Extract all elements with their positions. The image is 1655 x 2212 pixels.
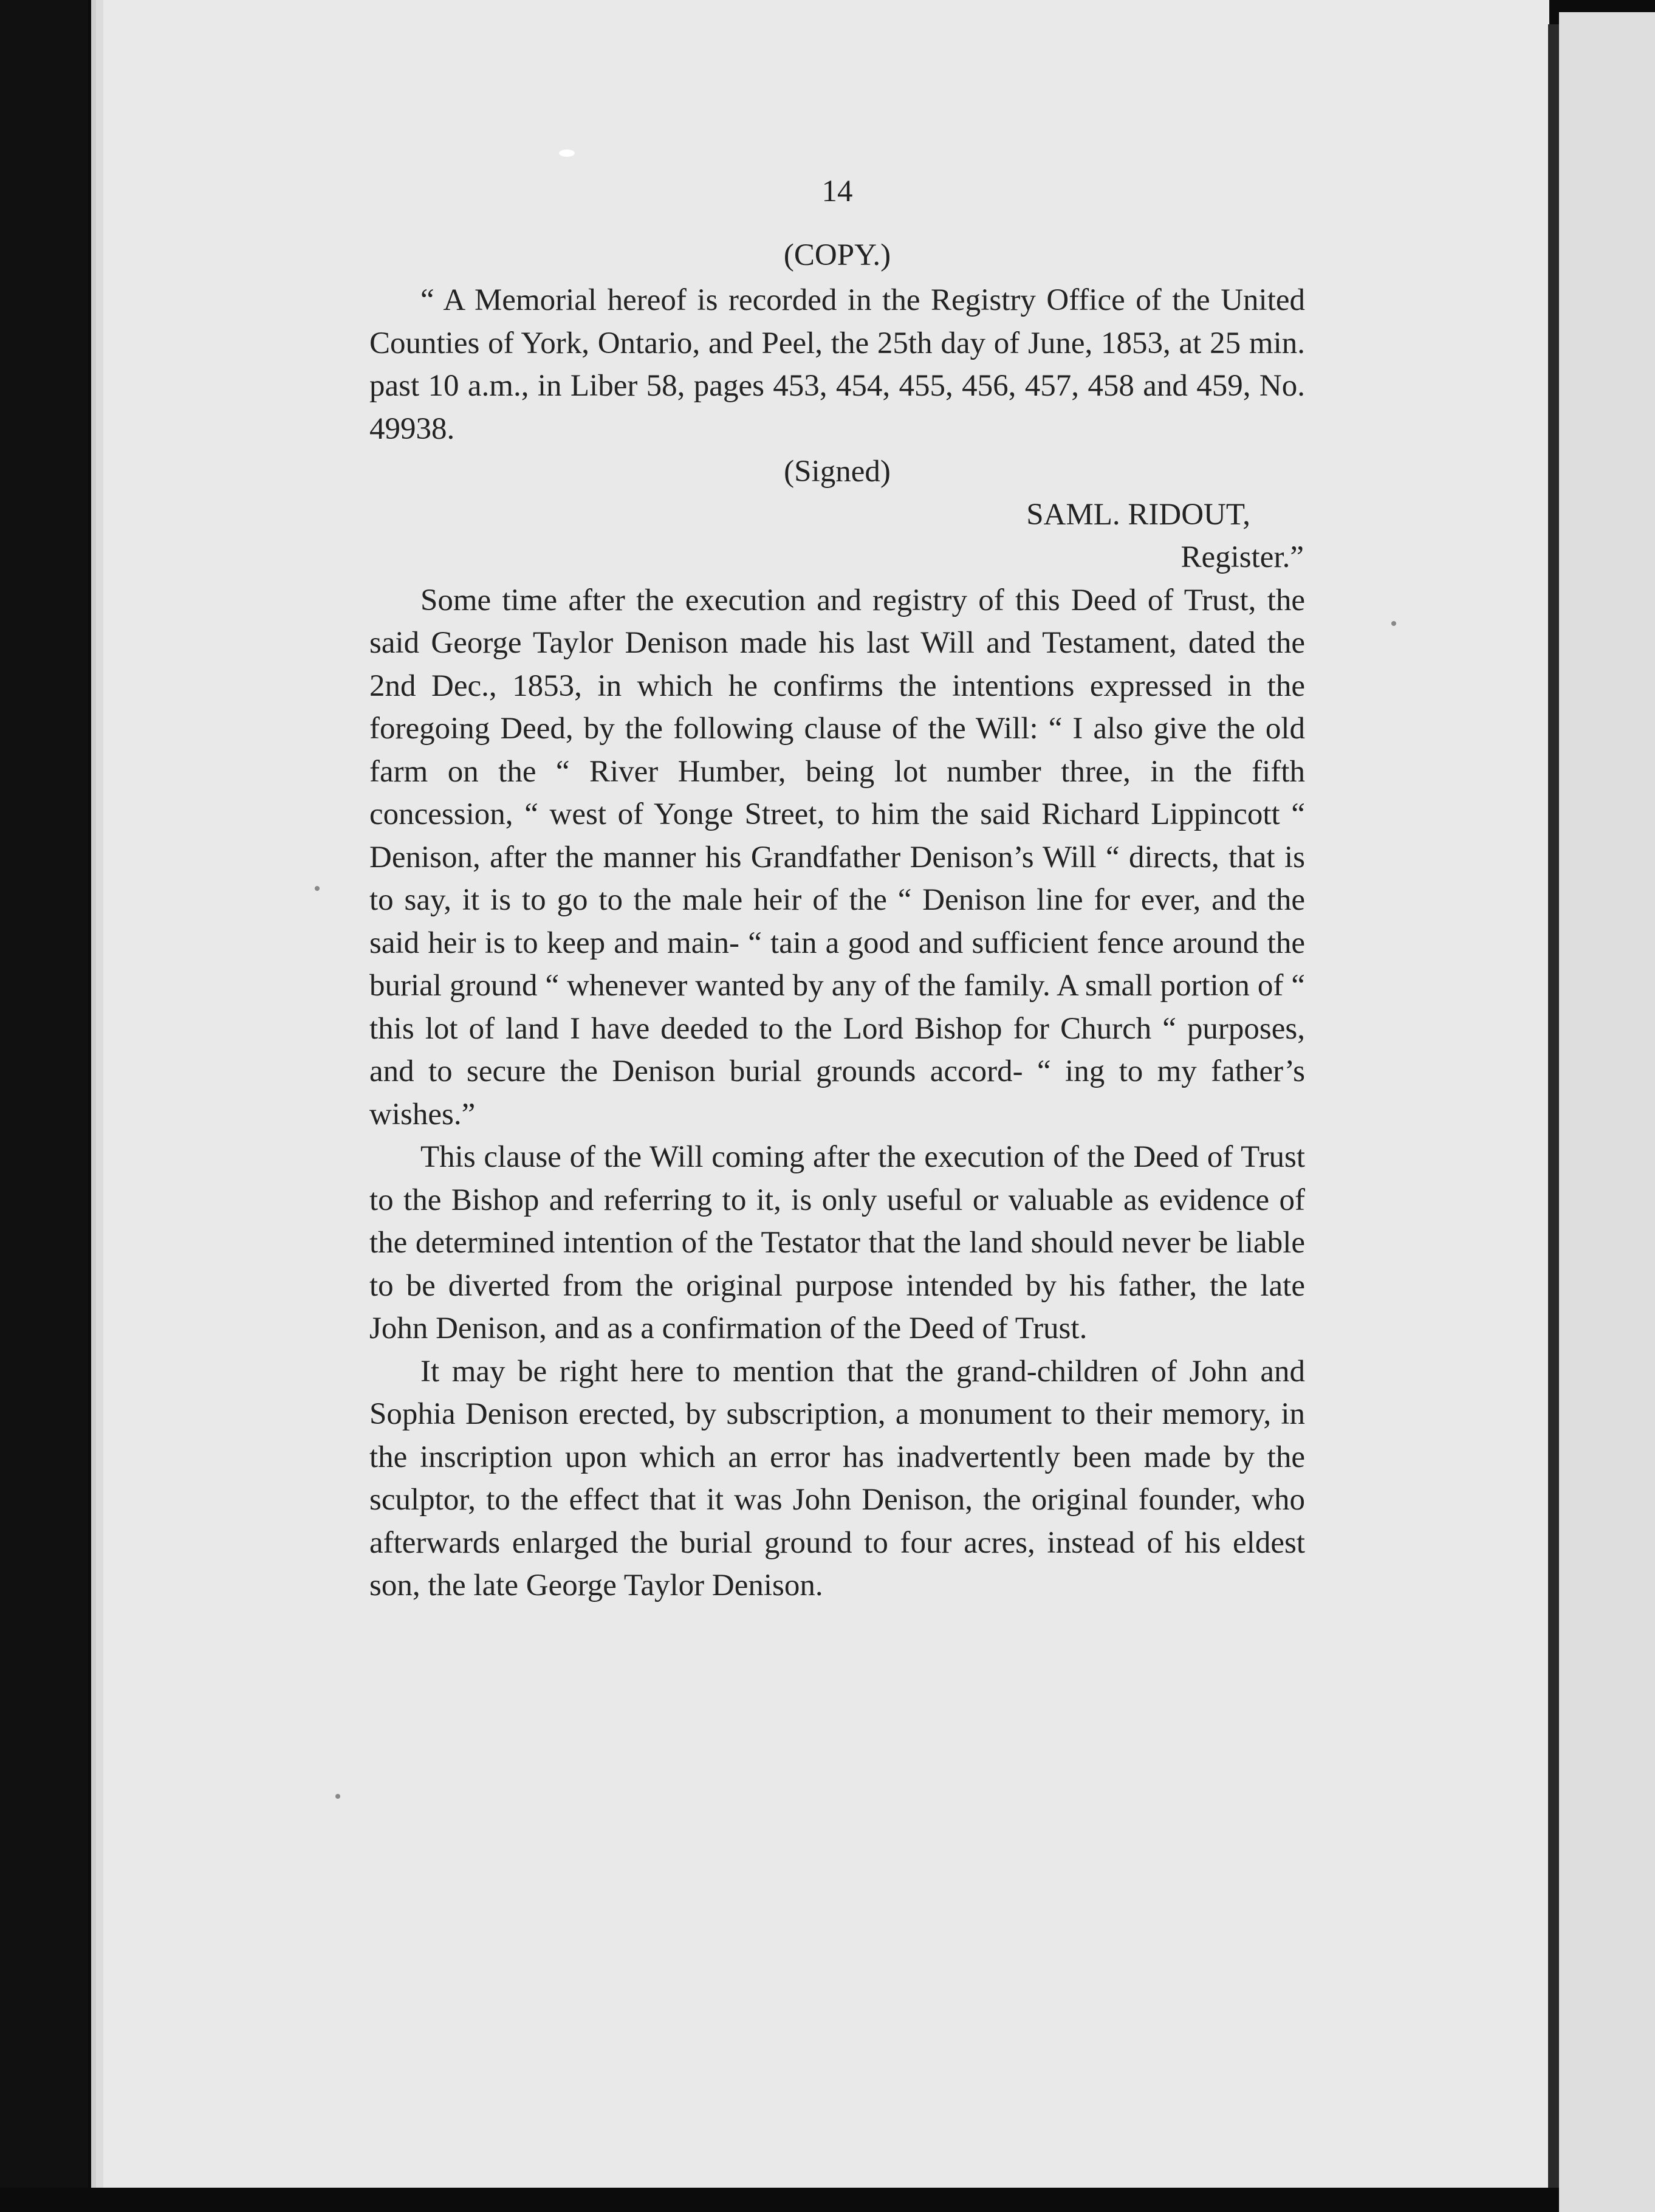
signature-title: Register.” <box>1180 540 1304 574</box>
page-edge-shadow <box>1548 24 1559 2188</box>
scan-left-margin <box>0 0 88 2212</box>
copy-heading: (COPY.) <box>783 238 891 272</box>
monument-paragraph: It may be right here to mention that the grand-children of John and Sophia Denison erected, by subscription, a monument to their memory, in the inscription upon which an error has inadvertently been made by the sculptor, to the effect that it was John Denison, the original founder, who afterwards enlarged the burial ground to four acres, instead of his eldest son, the late George Taylor Denison. <box>369 1354 1305 1602</box>
scan-speck <box>1391 621 1396 626</box>
page-text <box>369 170 1305 1607</box>
will-paragraph: Some time after the execution and registry of this Deed of Trust, the said George Taylor Denison made his last Will and Testament, dated the 2nd Dec., 1853, in which he confirms the intentions expressed in the foregoing Deed, by the following clause of the Will: “ I also give the old farm on the “ River Humber, being lot number three, in the fifth concession, “ west of Yonge Street, to him the said Richard Lippincott “ Denison, after the manner his Grandfather Denison’s Will “ directs, that is to say, it is to go to the male heir of the “ Denison line for ever, and the said heir is to keep and main- “ tain a good and sufficient fence around the burial ground “ whenever wanted by any of the family. A small portion of “ this lot of land I have deeded to the Lord Bishop for Church “ purposes, and to secure the Denison burial grounds accord- “ ing to my father’s wishes.” <box>369 583 1305 1132</box>
clause-paragraph: This clause of the Will coming after the execution of the Deed of Trust to the Bishop and referring to it, is only useful or valuable as evidence of the determined intention of the Testator that the land should never be liable to be diverted from the original purpose intended by his father, the late John Denison, and as a confirmation of the Deed of Trust. <box>369 1140 1305 1345</box>
scan-speck <box>335 1794 340 1799</box>
scan-speck <box>559 149 575 157</box>
memorial-paragraph: “ A Memorial hereof is recorded in the Registry Office of the United Counties of York, Ontario, and Peel, the 25th day of June, 1853, at 25 min. past 10 a.m., in Liber 58, pages 453, 454, 455, 456, 457, 458 and 459, No. 49938. <box>369 283 1305 446</box>
signed-label: (Signed) <box>784 455 891 489</box>
scan-speck <box>315 886 320 891</box>
scan-top-right-margin <box>1559 0 1655 12</box>
signature-name: SAML. RIDOUT, <box>1026 497 1250 532</box>
adjacent-page <box>1559 12 1655 2212</box>
page-number: 14 <box>821 174 853 208</box>
scan-bottom-margin <box>0 2188 1559 2212</box>
